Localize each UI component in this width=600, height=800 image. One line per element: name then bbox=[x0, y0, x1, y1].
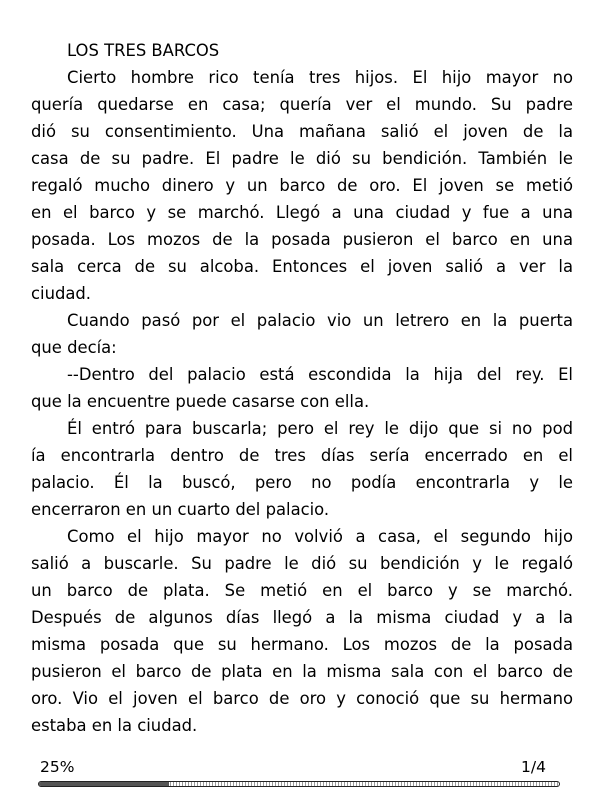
text-line: un barco de plata. Se metió en el barco y se marchó. bbox=[31, 581, 573, 600]
text-line: estaba en la ciudad. bbox=[31, 716, 198, 735]
text-line: que la encuentre puede casarse con ella. bbox=[31, 392, 370, 411]
text-line: Cierto hombre rico tenía tres hijos. El hijo mayor no bbox=[67, 68, 573, 87]
text-line: Como el hijo mayor no volvió a casa, el segundo hijo bbox=[67, 527, 573, 546]
text-line: Después de algunos días llegó a la misma ciudad y a la bbox=[31, 608, 573, 627]
text-line: ciudad. bbox=[31, 284, 92, 303]
page-number: 1/4 bbox=[521, 758, 546, 776]
text-line: que decía: bbox=[31, 338, 117, 357]
text-line: palacio. Él la buscó, pero no podía encontrarla y le bbox=[31, 473, 573, 492]
text-line: Él entró para buscarla; pero el rey le dijo que si no pod bbox=[67, 419, 573, 438]
progress-bar[interactable] bbox=[38, 781, 560, 787]
text-line: --Dentro del palacio está escondida la hija del rey. El bbox=[67, 365, 573, 384]
reader-footer bbox=[38, 757, 560, 793]
text-line: casa de su padre. El padre le dió su bendición. También le bbox=[31, 149, 573, 168]
page-text bbox=[31, 37, 573, 739]
text-line: pusieron el barco de plata en la misma sala con el barco de bbox=[31, 662, 573, 681]
story-title: LOS TRES BARCOS bbox=[67, 41, 220, 60]
text-line: sala cerca de su alcoba. Entonces el joven salió a ver la bbox=[31, 257, 573, 276]
text-line: salió a buscarle. Su padre le dió su bendición y le regaló bbox=[31, 554, 573, 573]
text-line: encerraron en un cuarto del palacio. bbox=[31, 500, 330, 519]
text-line: ía encontrarla dentro de tres días sería encerrado en el bbox=[31, 446, 573, 465]
text-line: quería quedarse en casa; quería ver el mundo. Su padre bbox=[31, 95, 573, 114]
text-line: dió su consentimiento. Una mañana salió el joven de la bbox=[31, 122, 573, 141]
text-line: misma posada que su hermano. Los mozos de la posada bbox=[31, 635, 573, 654]
progress-bar-fill bbox=[39, 782, 169, 786]
text-line: posada. Los mozos de la posada pusieron el barco en una bbox=[31, 230, 573, 249]
progress-percent: 25% bbox=[40, 758, 75, 776]
text-line: Cuando pasó por el palacio vio un letrero en la puerta bbox=[67, 311, 573, 330]
text-line: regaló mucho dinero y un barco de oro. El joven se metió bbox=[31, 176, 573, 195]
text-line: en el barco y se marchó. Llegó a una ciudad y fue a una bbox=[31, 203, 573, 222]
text-line: oro. Vio el joven el barco de oro y conoció que su hermano bbox=[31, 689, 573, 708]
